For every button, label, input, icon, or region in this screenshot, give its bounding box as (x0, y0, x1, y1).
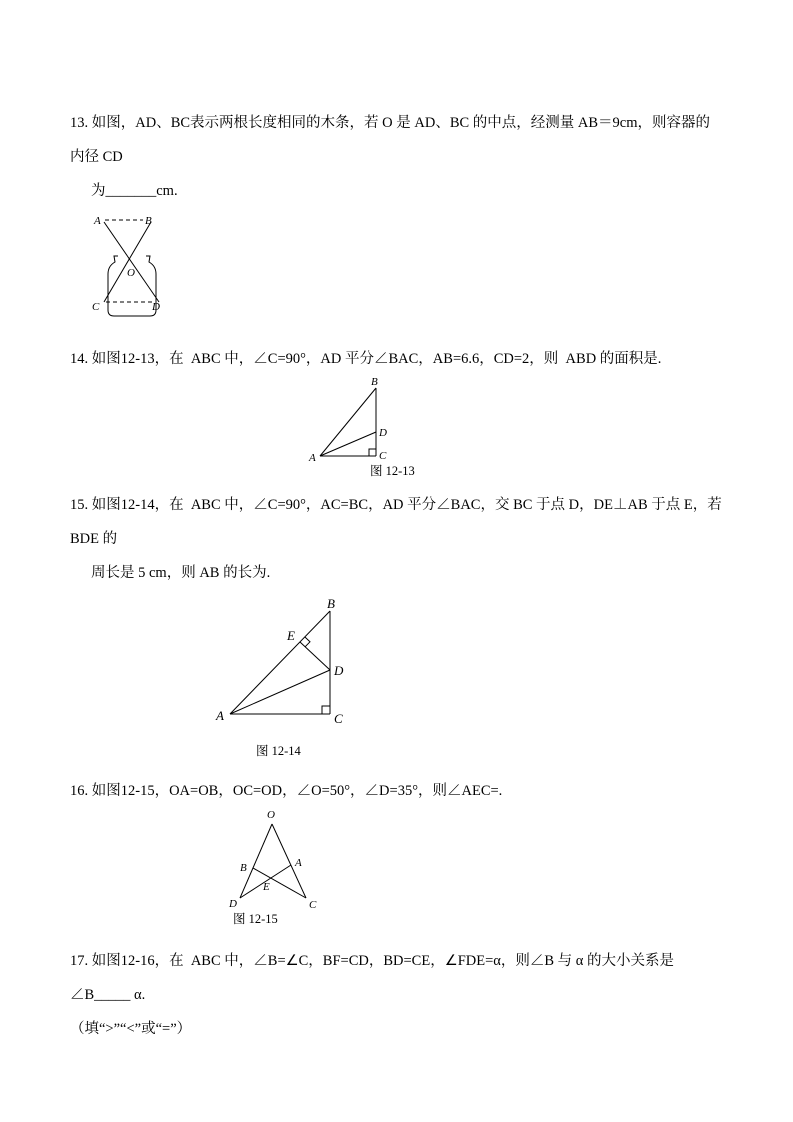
fig16-label-o: O (267, 809, 275, 821)
figure-14-triangle-diagram (308, 376, 443, 480)
fig13-label-c: C (92, 301, 100, 313)
fig15-right-angle-mark-c (322, 706, 330, 714)
fig15-right-angle-mark-e (305, 637, 310, 647)
problem-17-text-line-1: 17. 如图12-16，在 ABC 中，∠B=∠C，BF=CD，BD=CE，∠FDE=α，则∠B 与 α 的大小关系是∠B_____ α. (70, 953, 674, 1003)
fig13-stick-ad (104, 222, 159, 302)
fig14-caption: 图 12-13 (370, 464, 415, 478)
fig15-label-c: C (334, 711, 343, 726)
problem-15-text-line-1: 15. 如图12-14，在 ABC 中，∠C=90°，AC=BC，AD 平分∠BAC，交 BC 于点 D，DE⊥AB 于点 E，若 BDE 的 (70, 497, 729, 547)
fig16-label-c: C (309, 899, 317, 911)
fig14-right-angle-mark-c (369, 449, 376, 456)
problem-15-text-line-2: 周长是 5 cm，则 AB 的长为. (91, 565, 271, 581)
fig16-label-b: B (240, 862, 247, 874)
fig14-label-a: A (309, 452, 316, 464)
fig13-stick-bc (104, 222, 151, 302)
problem-13-text-line-2: 为_______cm. (91, 183, 178, 199)
problem-13-text-line-1: 13. 如图，AD、BC表示两根长度相同的木条，若 O 是 AD、BC 的中点，经测量 AB＝9cm，则容器的内径 CD (70, 115, 711, 165)
fig13-label-a: A (94, 215, 101, 227)
fig13-jar-outline (108, 256, 156, 316)
fig16-label-d: D (229, 898, 237, 910)
fig15-label-a: A (216, 708, 224, 723)
fig16-caption: 图 12-15 (233, 912, 278, 926)
figure-13-container-diagram (88, 212, 188, 330)
fig16-label-e: E (263, 881, 270, 893)
fig16-label-a: A (295, 857, 302, 869)
problem-17-text-line-2: （填“>”“<”或“=”） (70, 1021, 192, 1037)
fig13-label-o: O (127, 267, 135, 279)
fig14-label-d: D (379, 427, 387, 439)
fig14-side-ab (320, 388, 376, 456)
problem-17 (70, 944, 723, 1046)
problem-15 (70, 488, 729, 762)
figure-16-crossed-triangles-diagram (225, 808, 350, 930)
fig14-segment-ad (320, 432, 376, 456)
fig15-segment-ad (230, 670, 330, 714)
problem-16-text-line-1: 16. 如图12-15，OA=OB，OC=OD，∠O=50°，∠D=35°，则∠AEC=. (70, 783, 503, 799)
problem-14 (70, 342, 723, 480)
fig14-label-b: B (371, 376, 378, 388)
fig15-caption: 图 12-14 (256, 744, 301, 758)
problem-16 (70, 774, 723, 930)
fig13-label-d: D (152, 301, 160, 313)
fig15-label-d: D (334, 663, 344, 678)
fig15-label-e: E (287, 628, 295, 643)
figure-15-triangle-diagram (215, 598, 365, 762)
problem-14-text-line-1: 14. 如图12-13，在 ABC 中，∠C=90°，AD 平分∠BAC，AB=6.6，CD=2，则 ABD 的面积是. (70, 351, 662, 367)
fig15-segment-de (300, 642, 330, 670)
fig15-side-ab (230, 611, 330, 714)
fig14-label-c: C (379, 450, 387, 462)
problem-13 (70, 106, 723, 330)
fig13-label-b: B (145, 215, 152, 227)
fig15-label-b: B (327, 598, 335, 611)
